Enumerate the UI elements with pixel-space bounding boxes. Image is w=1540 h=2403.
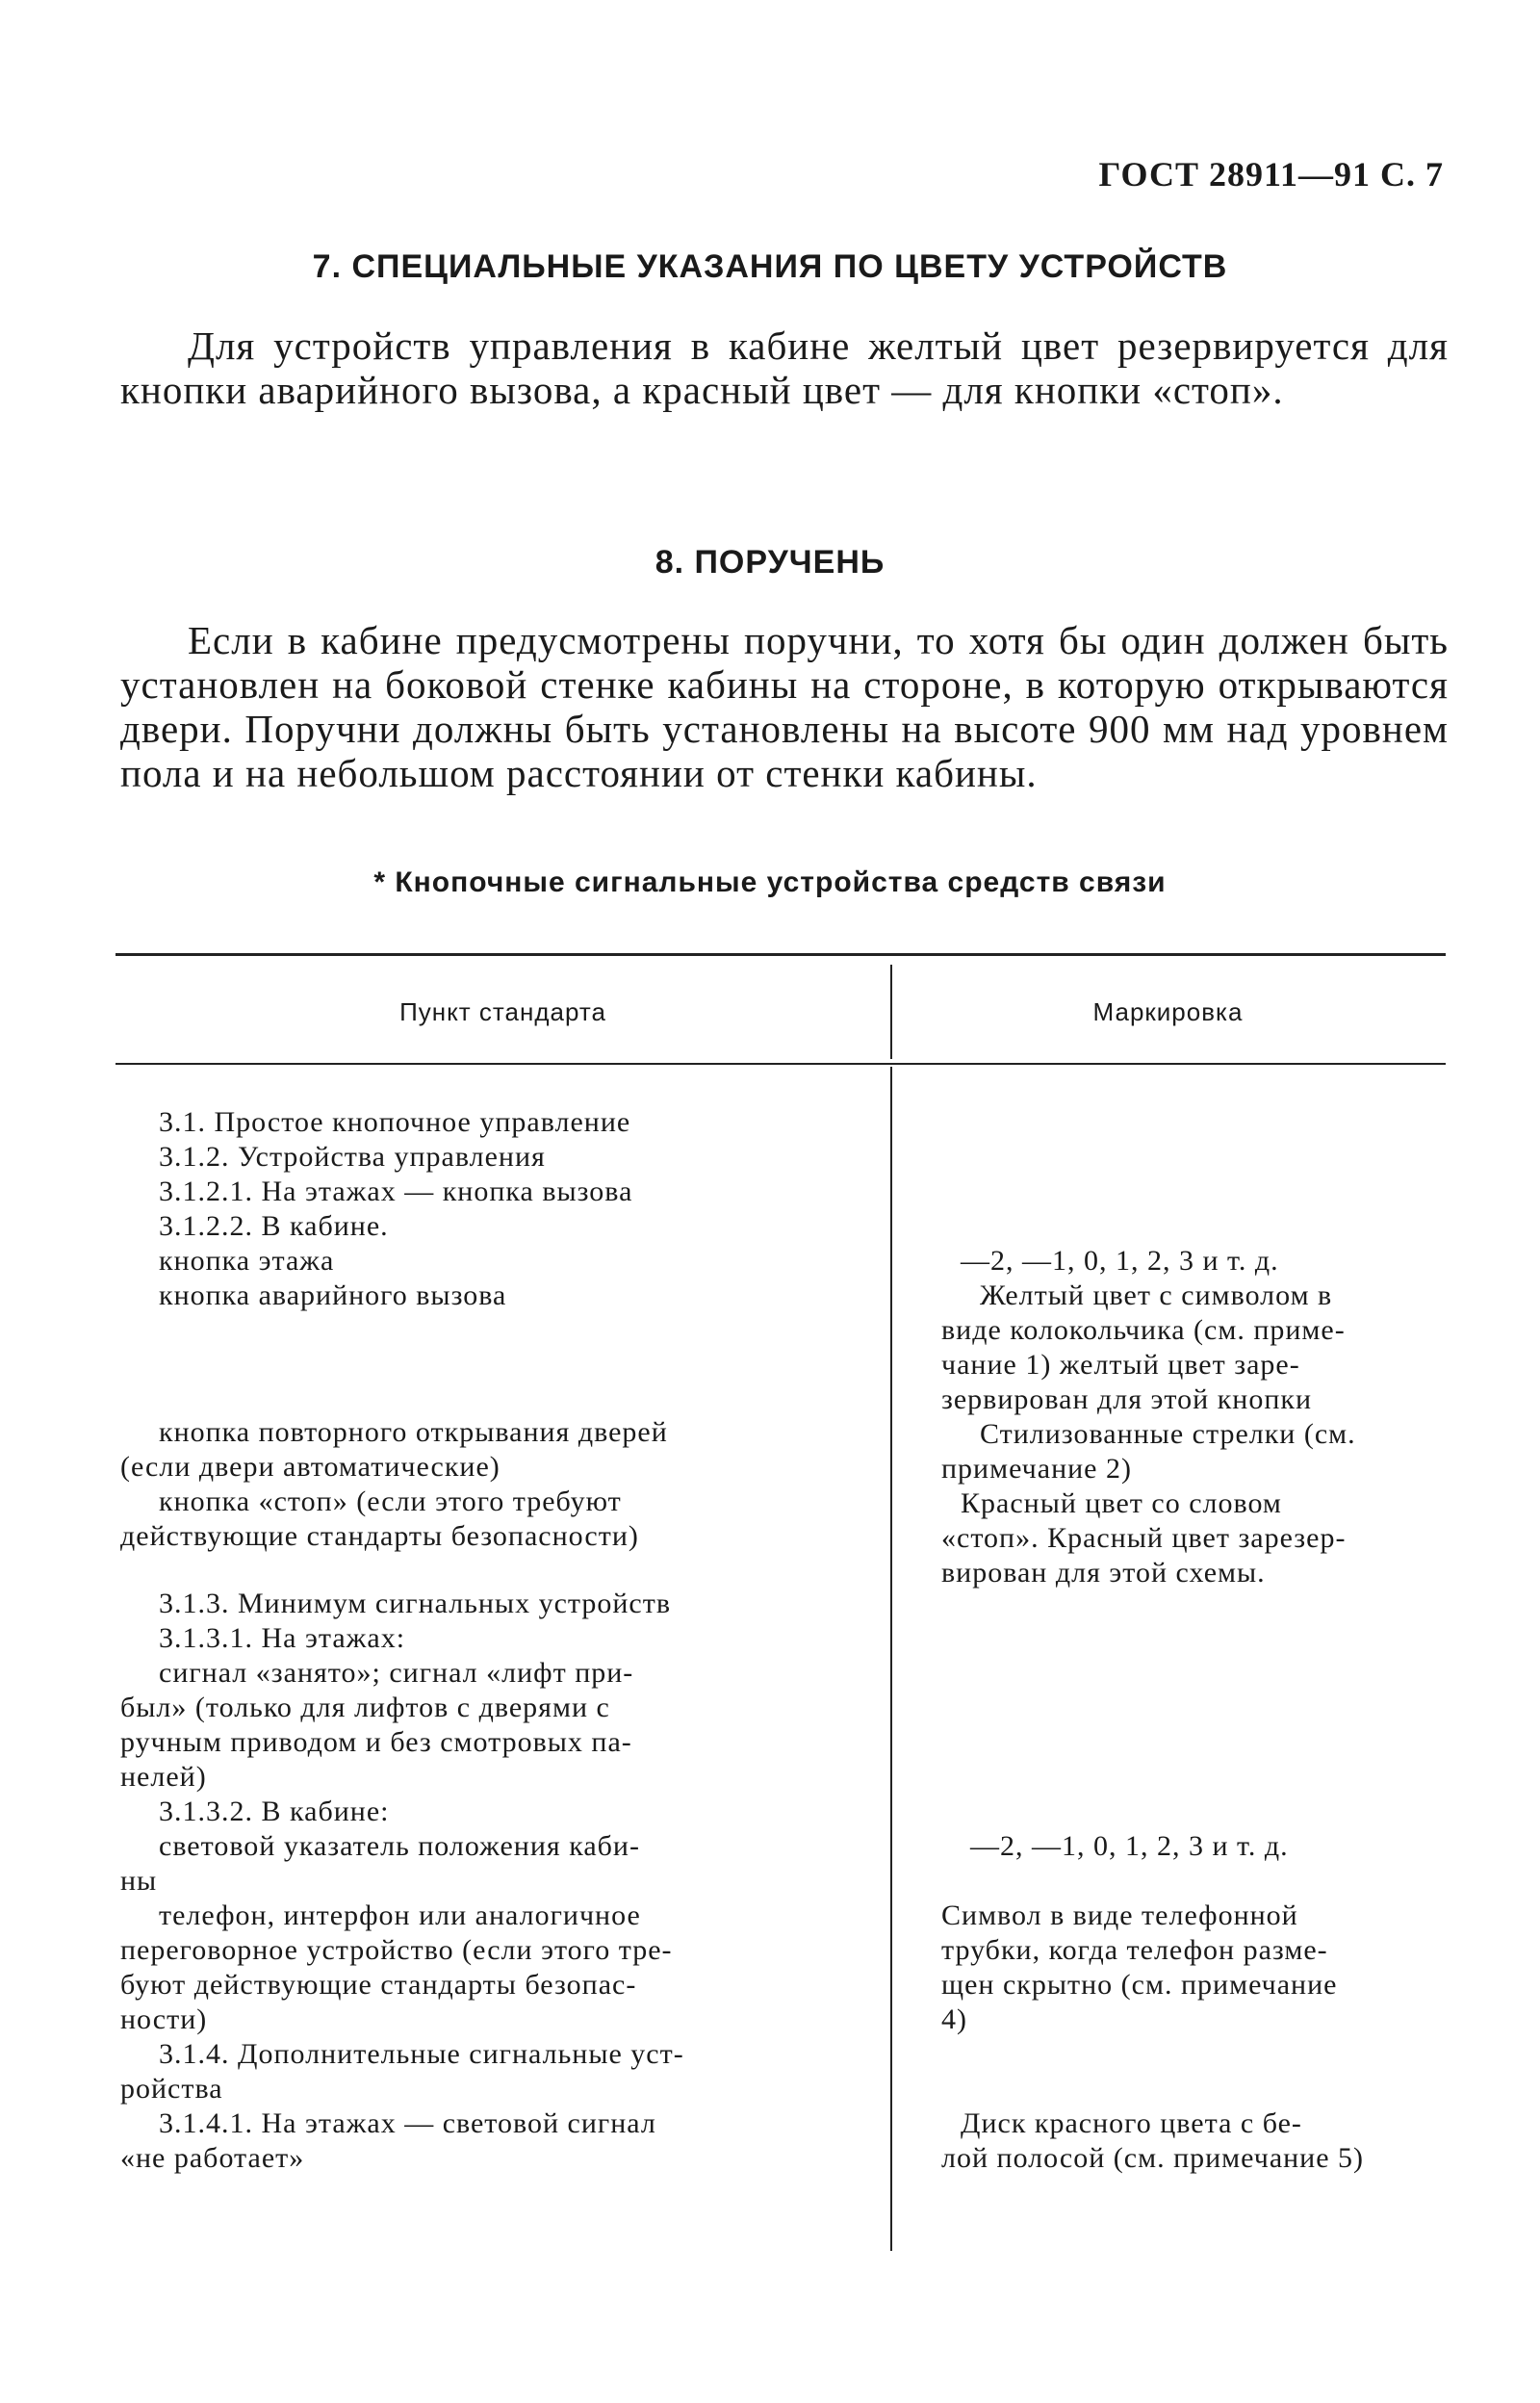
column-header-marking: Маркировка	[1092, 997, 1244, 1026]
table-header-rule	[116, 1063, 1446, 1065]
table-left-line: 3.1.4. Дополнительные сигнальные уст-	[159, 2038, 684, 2070]
section-8-text	[120, 618, 1449, 795]
table-column-divider	[890, 1067, 892, 2251]
table-right-line: —2, —1, 0, 1, 2, 3 и т. д.	[961, 1245, 1279, 1277]
table-left-line: 3.1. Простое кнопочное управление	[159, 1106, 631, 1138]
table-title: * Кнопочные сигнальные устройства средств связи	[373, 866, 1167, 898]
table-right-line: зервирован для этой кнопки	[941, 1383, 1313, 1415]
table-right-line: 4)	[941, 2003, 967, 2035]
table-left-line: переговорное устройство (если этого тре-	[120, 1934, 673, 1966]
table-right-line: Диск красного цвета с бе-	[961, 2107, 1302, 2139]
table-left-line: 3.1.4.1. На этажах — световой сигнал	[159, 2107, 656, 2139]
section-7-text-body: Для устройств управления в кабине желтый цвет резервируется для кнопки аварийного вызова, а красный цвет — для кнопки «стоп».	[120, 323, 1449, 412]
table-left-line: кнопка «стоп» (если этого требуют	[159, 1486, 622, 1517]
table-left-line: 3.1.2.1. На этажах — кнопка вызова	[159, 1176, 633, 1207]
table-left-line: действующие стандарты безопасности)	[120, 1520, 639, 1552]
table-left-line: ройства	[120, 2073, 223, 2105]
section-8-text-body: Если в кабине предусмотрены поручни, то хотя бы один должен быть установлен на боковой стенке кабины на стороне, в которую открываются двери. Поручни должны быть установлены на высоте 900 мм над уровнем пола и на небольшом расстоянии от стенки кабины.	[120, 618, 1449, 795]
table-left-line: световой указатель положения каби-	[159, 1830, 640, 1862]
table-left-line: буют действующие стандарты безопас-	[120, 1969, 637, 2001]
table-right-line: Красный цвет со словом	[961, 1487, 1282, 1519]
table-left-line: телефон, интерфон или аналогичное	[159, 1899, 641, 1931]
table-left-line: кнопка этажа	[159, 1245, 335, 1277]
table-left-line: ручным приводом и без смотровых па-	[120, 1726, 632, 1758]
table-right-line: Желтый цвет с символом в	[980, 1279, 1333, 1311]
table-right-line: Символ в виде телефонной	[941, 1899, 1298, 1931]
table-right-line: вирован для этой схемы.	[941, 1557, 1266, 1589]
table-right-line: трубки, когда телефон разме-	[941, 1934, 1328, 1966]
table-left-line: ны	[120, 1865, 158, 1897]
table-right-line: лой полосой (см. примечание 5)	[941, 2142, 1365, 2174]
table-left-line: ности)	[120, 2003, 208, 2035]
table-left-line: сигнал «занято»; сигнал «лифт при-	[159, 1657, 634, 1689]
table-left-line: кнопка аварийного вызова	[159, 1279, 507, 1311]
section-7-title: 7. СПЕЦИАЛЬНЫЕ УКАЗАНИЯ ПО ЦВЕТУ УСТРОЙСТВ	[312, 248, 1228, 285]
table-right-line: виде колокольчика (см. приме-	[941, 1314, 1346, 1346]
table-right-line: —2, —1, 0, 1, 2, 3 и т. д.	[970, 1830, 1289, 1862]
table-left-line: 3.1.2. Устройства управления	[159, 1141, 546, 1173]
table-right-line: чание 1) желтый цвет заре-	[941, 1349, 1300, 1381]
table-left-line: нелей)	[120, 1761, 207, 1793]
table-left-line: 3.1.3.2. В кабине:	[159, 1796, 390, 1827]
table-right-line: «стоп». Красный цвет зарезер-	[941, 1522, 1347, 1554]
table-top-rule	[116, 953, 1446, 956]
table-right-line: примечание 2)	[941, 1453, 1132, 1485]
section-8-title: 8. ПОРУЧЕНЬ	[654, 544, 886, 581]
table-left-line: 3.1.2.2. В кабине.	[159, 1210, 389, 1242]
table-left-line: 3.1.3.1. На этажах:	[159, 1622, 406, 1654]
section-7-text	[120, 323, 1449, 412]
page-header-code: ГОСТ 28911—91 С. 7	[1098, 155, 1444, 194]
table-left-line: 3.1.3. Минимум сигнальных устройств	[159, 1588, 672, 1619]
table-right-line: Стилизованные стрелки (см.	[980, 1418, 1356, 1450]
table-left-line: кнопка повторного открывания дверей	[159, 1416, 668, 1448]
table-left-line: «не работает»	[120, 2142, 305, 2174]
table-left-line: был» (только для лифтов с дверями с	[120, 1692, 610, 1723]
table-right-line: щен скрытно (см. примечание	[941, 1969, 1338, 2001]
column-header-standard-item: Пункт стандарта	[399, 997, 606, 1026]
table-left-line: (если двери автоматические)	[120, 1451, 500, 1483]
